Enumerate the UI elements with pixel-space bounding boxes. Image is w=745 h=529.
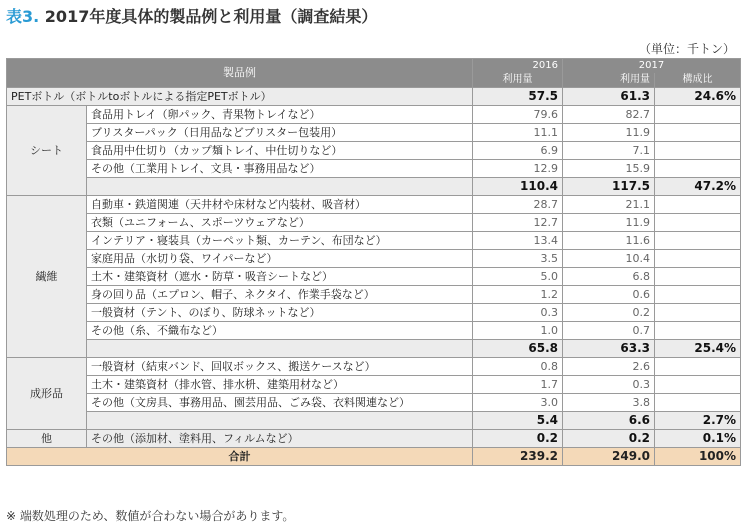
subtotal-ratio: 25.4% xyxy=(655,340,741,358)
table-row xyxy=(7,232,741,250)
row-2017: 3.8 xyxy=(563,394,655,412)
row-2016: 12.7 xyxy=(473,214,563,232)
row-2017: 7.1 xyxy=(563,142,655,160)
pet-row xyxy=(7,88,741,106)
table-row xyxy=(7,358,741,376)
table-row xyxy=(7,250,741,268)
total-row xyxy=(7,448,741,466)
category-label: 繊維 xyxy=(7,196,87,358)
row-2016: 13.4 xyxy=(473,232,563,250)
table-row xyxy=(7,106,741,124)
row-2017: 15.9 xyxy=(563,160,655,178)
table-row xyxy=(7,286,741,304)
subtotal-ratio: 47.2% xyxy=(655,178,741,196)
header-row xyxy=(7,59,741,74)
header-ratio: 構成比 xyxy=(655,73,741,88)
subtotal-2016: 65.8 xyxy=(473,340,563,358)
row-2016: 1.0 xyxy=(473,322,563,340)
other-row xyxy=(7,430,741,448)
ratio-blank xyxy=(655,232,741,250)
footnote: ※ 端数処理のため、数値が合わない場合があります。 xyxy=(6,509,295,523)
row-label: 食品用中仕切り（カップ麺トレイ、中仕切りなど） xyxy=(87,142,473,160)
header-2016-year: 2016 xyxy=(473,59,563,74)
ratio-blank xyxy=(655,250,741,268)
pet-2016: 57.5 xyxy=(473,88,563,106)
row-label: 一般資材（テント、のぼり、防球ネットなど） xyxy=(87,304,473,322)
subtotal-2017: 117.5 xyxy=(563,178,655,196)
row-label: インテリア・寝装具（カーペット類、カーテン、布団など） xyxy=(87,232,473,250)
subtotal-row xyxy=(7,412,741,430)
ratio-blank xyxy=(655,358,741,376)
table-row xyxy=(7,394,741,412)
row-2016: 79.6 xyxy=(473,106,563,124)
table-row xyxy=(7,322,741,340)
pet-label: PETボトル（ボトルtoボトルによる指定PETボトル） xyxy=(7,88,473,106)
row-2017: 0.7 xyxy=(563,322,655,340)
subtotal-spacer xyxy=(87,412,473,430)
total-ratio: 100% xyxy=(655,448,741,466)
table-footer xyxy=(7,430,741,466)
category-label: 成形品 xyxy=(7,358,87,430)
ratio-blank xyxy=(655,268,741,286)
row-2017: 0.3 xyxy=(563,376,655,394)
row-2017: 6.8 xyxy=(563,268,655,286)
row-2016: 1.2 xyxy=(473,286,563,304)
table-number: 表3. xyxy=(6,7,40,26)
row-2017: 11.9 xyxy=(563,214,655,232)
row-2016: 5.0 xyxy=(473,268,563,286)
other-ratio: 0.1% xyxy=(655,430,741,448)
subtotal-2017: 6.6 xyxy=(563,412,655,430)
other-category: 他 xyxy=(7,430,87,448)
header-product: 製品例 xyxy=(7,59,473,88)
row-2017: 0.6 xyxy=(563,286,655,304)
row-label: 身の回り品（エプロン、帽子、ネクタイ、作業手袋など） xyxy=(87,286,473,304)
row-2016: 6.9 xyxy=(473,142,563,160)
ratio-blank xyxy=(655,160,741,178)
row-2017: 2.6 xyxy=(563,358,655,376)
row-label: 食品用トレイ（卵パック、青果物トレイなど） xyxy=(87,106,473,124)
row-label: その他（文房具、事務用品、園芸用品、ごみ袋、衣料関連など） xyxy=(87,394,473,412)
table-row xyxy=(7,124,741,142)
row-label: ブリスターパック（日用品などブリスター包装用） xyxy=(87,124,473,142)
ratio-blank xyxy=(655,124,741,142)
other-2016: 0.2 xyxy=(473,430,563,448)
row-label: その他（工業用トレイ、文具・事務用品など） xyxy=(87,160,473,178)
row-2017: 10.4 xyxy=(563,250,655,268)
ratio-blank xyxy=(655,106,741,124)
row-2016: 0.3 xyxy=(473,304,563,322)
header-2017-year: 2017 xyxy=(563,59,741,74)
pet-ratio: 24.6% xyxy=(655,88,741,106)
row-2016: 11.1 xyxy=(473,124,563,142)
other-2017: 0.2 xyxy=(563,430,655,448)
subtotal-ratio: 2.7% xyxy=(655,412,741,430)
row-2017: 11.9 xyxy=(563,124,655,142)
subtotal-spacer xyxy=(87,340,473,358)
page-title xyxy=(6,4,377,27)
table-row xyxy=(7,268,741,286)
ratio-blank xyxy=(655,376,741,394)
ratio-blank xyxy=(655,214,741,232)
row-label: 土木・建築資材（遮水・防草・吸音シートなど） xyxy=(87,268,473,286)
unit-label: （単位：千トン） xyxy=(638,42,735,56)
row-2016: 28.7 xyxy=(473,196,563,214)
ratio-blank xyxy=(655,322,741,340)
row-label: 土木・建築資材（排水管、排水枡、建築用材など） xyxy=(87,376,473,394)
row-label: 自動車・鉄道関連（天井材や床材など内装材、吸音材） xyxy=(87,196,473,214)
pet-2017: 61.3 xyxy=(563,88,655,106)
row-label: 家庭用品（水切り袋、ワイパーなど） xyxy=(87,250,473,268)
row-label: 一般資材（結束バンド、回収ボックス、搬送ケースなど） xyxy=(87,358,473,376)
table-title: 2017年度具体的製品例と利用量（調査結果） xyxy=(44,7,378,26)
row-2016: 1.7 xyxy=(473,376,563,394)
table-row xyxy=(7,376,741,394)
total-2016: 239.2 xyxy=(473,448,563,466)
ratio-blank xyxy=(655,394,741,412)
row-2016: 12.9 xyxy=(473,160,563,178)
data-table xyxy=(6,58,741,466)
other-label: その他（添加材、塗料用、フィルムなど） xyxy=(87,430,473,448)
ratio-blank xyxy=(655,286,741,304)
table-row xyxy=(7,142,741,160)
row-2017: 82.7 xyxy=(563,106,655,124)
category-label: シート xyxy=(7,106,87,196)
table-row xyxy=(7,160,741,178)
subtotal-spacer xyxy=(87,178,473,196)
subtotal-2016: 110.4 xyxy=(473,178,563,196)
row-2017: 21.1 xyxy=(563,196,655,214)
ratio-blank xyxy=(655,142,741,160)
subtotal-row xyxy=(7,340,741,358)
table-body xyxy=(7,88,741,430)
total-label: 合計 xyxy=(7,448,473,466)
subtotal-row xyxy=(7,178,741,196)
subtotal-2016: 5.4 xyxy=(473,412,563,430)
table-row xyxy=(7,214,741,232)
row-2016: 3.5 xyxy=(473,250,563,268)
total-2017: 249.0 xyxy=(563,448,655,466)
table-row xyxy=(7,196,741,214)
row-2016: 3.0 xyxy=(473,394,563,412)
row-label: その他（糸、不織布など） xyxy=(87,322,473,340)
ratio-blank xyxy=(655,196,741,214)
row-2017: 11.6 xyxy=(563,232,655,250)
header-2017-usage: 利用量 xyxy=(563,73,655,88)
header-2016-usage: 利用量 xyxy=(473,73,563,88)
table-row xyxy=(7,304,741,322)
subtotal-2017: 63.3 xyxy=(563,340,655,358)
ratio-blank xyxy=(655,304,741,322)
row-label: 衣類（ユニフォーム、スポーツウェアなど） xyxy=(87,214,473,232)
row-2017: 0.2 xyxy=(563,304,655,322)
row-2016: 0.8 xyxy=(473,358,563,376)
